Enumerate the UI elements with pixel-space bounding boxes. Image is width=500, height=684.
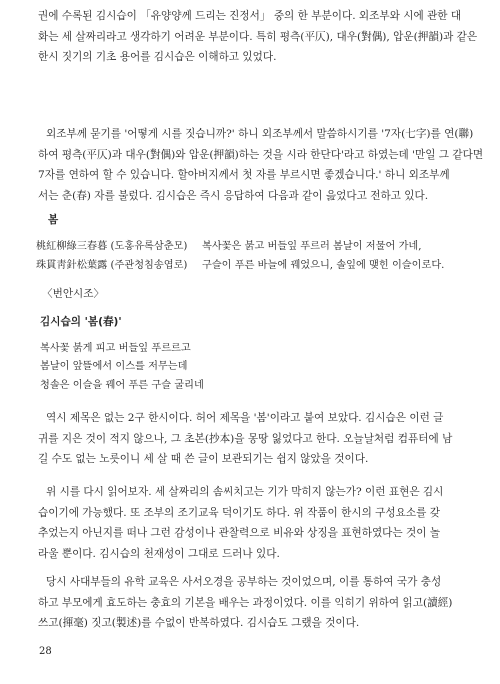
text-line: 외조부께 묻기를 '어떻게 시를 짓습니까?' 하니 외조부께서 말씀하시기를 '7자(七字)를 연(聯) — [46, 128, 474, 140]
paragraph-4 — [38, 482, 476, 564]
poem-hanja: 珠貫靑針松葉露 (주관청침송엽로) — [36, 260, 188, 271]
poem-line: 복사꽃 붉게 피고 버들잎 푸르르고 — [40, 343, 191, 354]
text-line: 화는 세 살짜리라고 생각하기 어려운 부분이다. 특히 평측(平仄), 대우(對偶), 압운(押韻)과 같은 — [38, 30, 478, 43]
poem-original — [36, 237, 466, 275]
text-line: 하여 평측(平仄)과 대우(對偶)와 압운(押韻)하는 것을 시라 한단다'라고 하였는데 '만일 그 같다면 — [38, 148, 484, 161]
text-line: 위 시를 다시 읽어보자. 세 살짜리의 솜씨치고는 기가 막히지 않는가? 이런 표현은 김시 — [46, 486, 444, 498]
heading-translation: 〈번안시조〉 — [42, 288, 105, 300]
text-line: 역시 제목은 없는 2구 한시이다. 허어 제목을 '봄'이라고 붙여 보았다. 김시습은 이런 글 — [46, 412, 444, 424]
heading-spring: 봄 — [48, 214, 59, 226]
text-line: 귀를 지은 것이 적지 않으나, 그 초본(抄本)을 몽땅 잃었다고 한다. 오늘날처럼 컴퓨터에 남 — [38, 432, 453, 445]
poem-row — [36, 237, 466, 256]
poem-row — [36, 256, 466, 275]
text-line: 7자를 연하여 할 수 있습니다. 할아버지께서 첫 자를 부르시면 좋겠습니다.' 하니 외조부께 — [38, 169, 450, 182]
text-line: 라울 뿐이다. 김시습의 천재성이 그대로 드러나 있다. — [38, 547, 280, 560]
text-line: 권에 수록된 김시습이 「유양양께 드리는 진정서」 중의 한 부분이다. 외조부와 시에 관한 대 — [38, 10, 462, 22]
translation-poem — [40, 340, 470, 395]
paragraph-1 — [38, 6, 478, 68]
paragraph-5 — [38, 572, 476, 634]
heading-poem-title: 김시습의 '봄(春)' — [40, 316, 122, 328]
text-line: 서는 춘(春) 자를 불렀다. 김시습은 즉시 응답하여 다음과 같이 읊었다고 전하고 있다. — [38, 189, 429, 202]
text-line: 습이기에 가능했다. 또 조부의 조기교육 덕이기도 하다. 위 작품이 한시의 구성요소를 갖 — [38, 506, 440, 519]
poem-line: 봄날이 앞뜰에서 이스를 저무는데 — [40, 361, 188, 373]
poem-korean: 구슬이 푸른 바늘에 꿰었으니, 솔잎에 맺힌 이슬이로다. — [202, 260, 445, 271]
paragraph-3 — [38, 408, 476, 470]
paragraph-2 — [38, 124, 484, 206]
text-line: 하고 부모에게 효도하는 충효의 기본을 배우는 과정이었다. 이를 익히기 위하여 읽고(讀經) — [38, 596, 453, 609]
text-line: 당시 사대부들의 유학 교육은 사서오경을 공부하는 것이었으며, 이를 통하여 국가 충성 — [46, 576, 442, 588]
text-line: 추었는지 아닌지를 떠나 그런 감성이나 관찰력으로 비유와 상징을 표현하였다는 것이 놀 — [38, 527, 441, 540]
poem-hanja: 桃紅柳綠三春暮 (도홍유록삼춘모) — [36, 241, 188, 252]
text-line: 한시 짓기의 기초 용어를 김시습은 이해하고 있었다. — [38, 51, 277, 64]
poem-line: 청솔은 이슬을 꿰어 푸른 구슬 굴리네 — [40, 379, 204, 391]
text-line: 쓰고(揮毫) 짓고(製述)를 수없이 반복하였다. 김시습도 그랬을 것이다. — [38, 617, 360, 630]
poem-korean: 복사꽃은 붉고 버들잎 푸르러 봄날이 저물어 가네, — [202, 241, 422, 252]
text-line: 길 수도 없는 노릇이니 세 살 때 쓴 글이 보관되기는 쉽지 않았을 것이다. — [38, 453, 369, 466]
page-number: 28 — [39, 646, 52, 657]
